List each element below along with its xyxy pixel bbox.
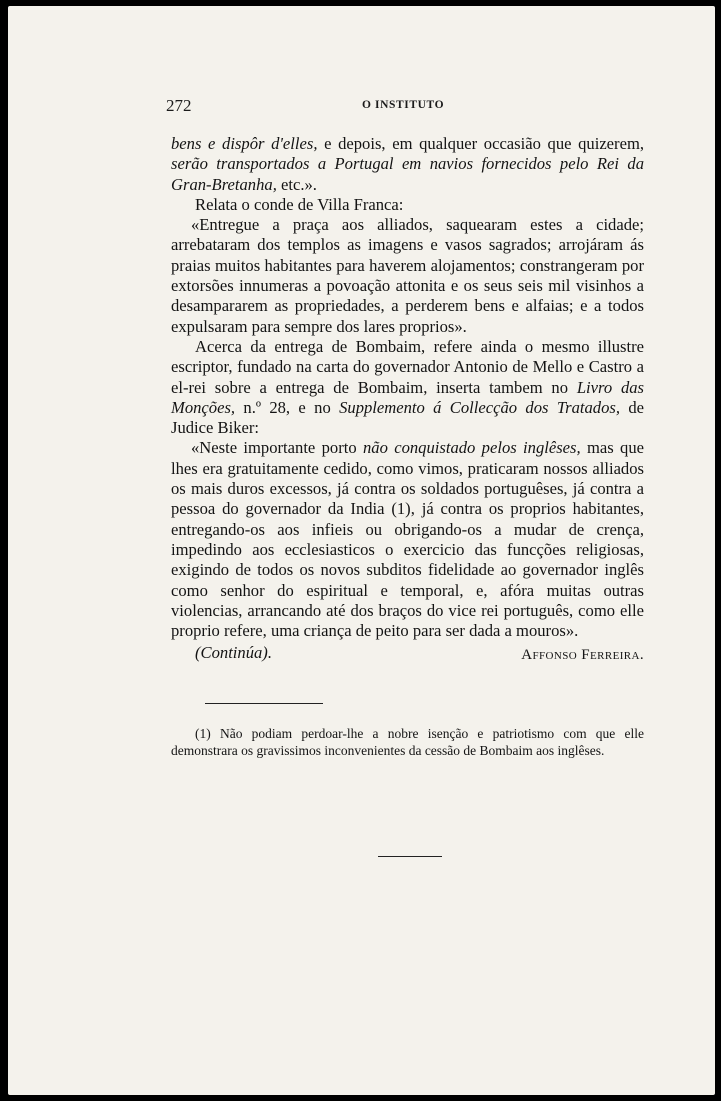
- text-span: de Judice Biker:: [171, 397, 645, 438]
- end-rule: [378, 856, 442, 857]
- italic-span: Supplemento á Collecção dos Tratados,: [339, 397, 620, 417]
- text-span: «Neste importante porto: [191, 438, 363, 458]
- running-title: O INSTITUTO: [362, 99, 445, 111]
- page-number: 272: [166, 96, 192, 115]
- italic-span: bens e dispôr d'elles,: [171, 134, 318, 153]
- paragraph-2: Relata o conde de Villa Franca:: [195, 194, 404, 214]
- italic-span: Livro das Monções,: [171, 377, 644, 417]
- author-signature: Affonso Ferreira.: [521, 647, 644, 664]
- paragraph-4: [171, 337, 644, 438]
- page: [8, 6, 715, 1095]
- italic-span: serão transportados a Portugal em navios fornecidos pelo Rei da Gran-Bretanha,: [171, 154, 644, 194]
- text-span: n.º 28, e no: [235, 397, 340, 417]
- footnote: [171, 726, 644, 759]
- paragraph-3-quote: «Entregue a praça aos alliados, saquearam estes a cidade; arrebataram dos templos as imagens e vasos sagrados; arrojáram ás praias muitos habitantes para haverem alojamentos; constrangeram por extorsões innumeras a povoação attonita e os seus seis mil visinhos a desampararem as propriedades, a perderem bens e alfaias; e a todos expulsaram para sempre dos lares proprios».: [171, 215, 644, 336]
- footnote-text: (1) Não podiam perdoar-lhe a nobre isenção e patriotismo com que elle demonstrara os gravissimos inconvenientes da cessão de Bombaim aos inglêses.: [171, 726, 644, 758]
- signature-row: [171, 643, 644, 665]
- text-span: Acerca da entrega de Bombaim, refere ainda o mesmo illustre escriptor, fundado na carta do governador Antonio de Mello e Castro a el-rei sobre a entrega de Bombaim, inserta tambem no: [171, 336, 644, 397]
- paragraph-5-quote: [171, 438, 644, 641]
- continua-note: (Continúa).: [195, 643, 272, 663]
- page-header: [166, 96, 646, 116]
- body-text: [171, 134, 644, 666]
- footnote-divider: [205, 703, 323, 704]
- text-span: mas que lhes era gratuitamente cedido, como vimos, praticaram nossos alliados os mais duros excessos, já contra os soldados portuguêses, já contra a pessoa do governador da India (1), já contra os proprios habitantes, entregando-os aos infieis ou obrigando-os a mudar de crença, impedindo aos ecclesiasticos o exercicio das funcções religiosas, exigindo de todos os novos subditos fidelidade ao governador inglês como senhor do espiritual e temporal, e, afóra muitas outras violencias, arrancando até dos braços do vice rei português, como elle proprio refere, uma criança de peito para ser dada a mouros».: [171, 438, 645, 641]
- italic-span: não conquistado pelos inglêses,: [363, 438, 581, 458]
- text-span: e depois, em qualquer occasião que quizerem,: [317, 134, 644, 153]
- paragraph-1: [171, 134, 644, 195]
- text-span: etc.».: [276, 174, 317, 194]
